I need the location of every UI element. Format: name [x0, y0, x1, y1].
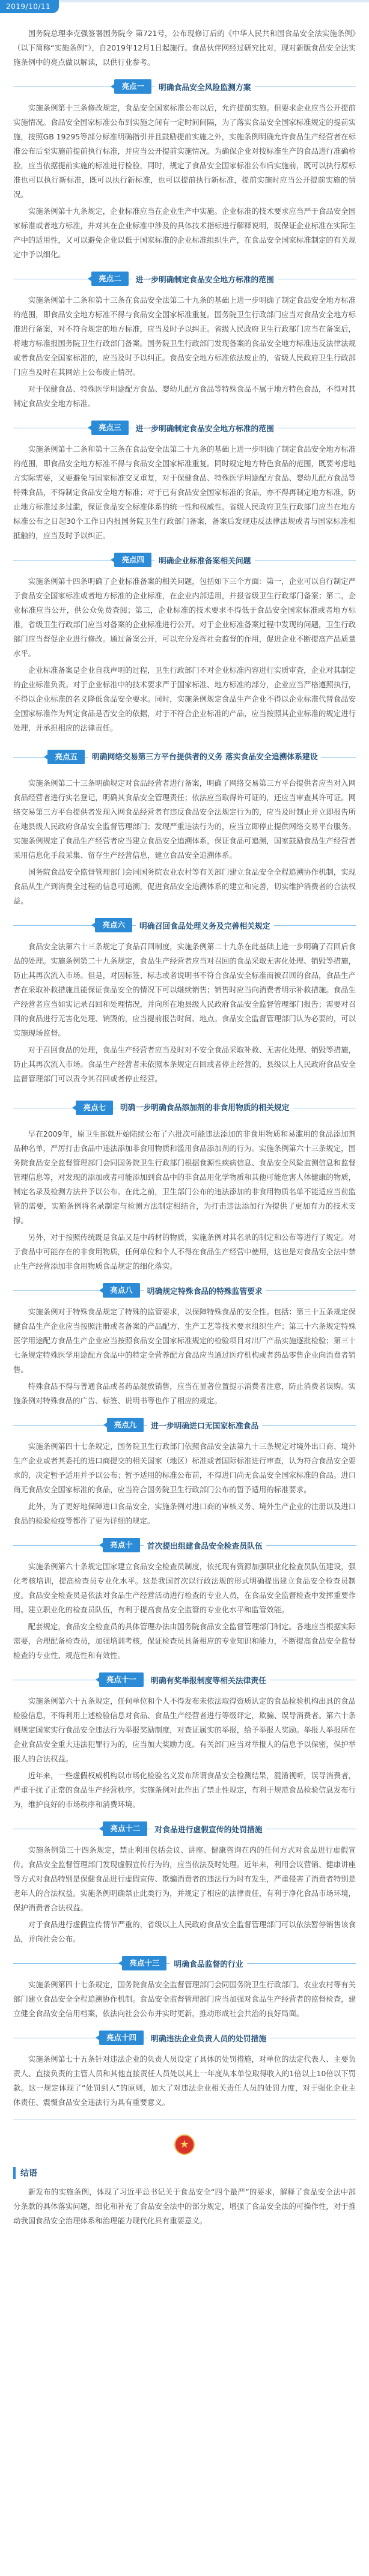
- body-paragraph: 对于食品进行虚假宣传情节严重的，省级以上人民政府食品安全监督管理部门可以依法暂停销售该食品，并向社会公布。: [13, 1920, 356, 1943]
- highlight-heading: [13, 1671, 356, 1688]
- highlight-section: [13, 917, 356, 1086]
- highlight-tag: 亮点十三: [122, 1956, 166, 1970]
- conclusion-text: 新发布的实施条例，体现了习近平总书记关于食品安全“四个最严”的要求，解释了食品安全法中部分条款的具体落实问题，细化和补充了食品安全法中的部分规定，增强了食品安全法的可操作性，对于推动我国食品安全治理体系和治理能力现代化具有重要意义。: [13, 2187, 356, 2225]
- highlight-title: 首次提出组建食品安全检查员队伍: [144, 1540, 266, 1551]
- body-paragraph: 特殊食品不得与普通食品或者药品混放销售，应当在显著位置提示消费者注意，防止消费者误购。实施条例对特殊食品的广告、标签、说明书等也作了相应的规定。: [13, 1382, 356, 1405]
- body-paragraph: 实施条例第十三条修改规定，食品安全国家标准公布以后，允许提前实施。但要求企业应当公开提前实施情况。食品安全国家标准公布到实施之间有一定时间间隔，为了落实食品安全国家标准规定的提前实施，按照GB 19295等部分标准明确指引并且鼓励提前实施之外，实施条例明确允许食品生产经营者在标准公布后至实施前提前执行标准，并应当公开提前实施情况。为确保企业对按标准生产的食品进行准确检验，应当依据提前实施的标准进行检验，同时，规定了食品安全国家标准公布后实施前，既可以执行原标准也可以执行新标准，既可以执行新标准，也可以提前执行新标准，提前实施时应当公开提前实施的情况。: [13, 103, 356, 199]
- highlight-section: [13, 1671, 356, 1812]
- highlight-section: [13, 744, 356, 908]
- conclusion-heading: [13, 2167, 356, 2179]
- highlight-heading: [13, 1282, 356, 1299]
- body-paragraph: 对于召回食品的处理，食品生产经营者应当及时对不安全食品采取补救、无害化处理、销毁等措施，防止其再次流入市场。食品生产经营者未依照本条规定召回或者停止经营的，县级以上人民政府食品安全监督管理部门可以责令其召回或者停止经营。: [13, 1045, 356, 1083]
- highlight-tag: 亮点五: [47, 750, 85, 764]
- highlight-title: 明确违法企业负责人员的处罚措施: [147, 2032, 270, 2044]
- body-paragraph: 企业标准备案是企业自我声明的过程，卫生行政部门不对企业标准内容进行实质审查，企业对其制定的企业标准负责。对于企业标准中的技术要求严于国家标准、地方标准的部分，企业应当严格遵照执行，不得以企业标准的名义降低食品安全要求。同时，实施条例规定食品生产企业不得以企业标准代替食品安全国家标准作为判定食品是否安全的依据，对于不符合企业标准的产品，应当按照其企业标准的规定进行处理，并承担相应的法律责任。: [13, 666, 356, 732]
- body-paragraph: 实施条例第二十三条明确规定对食品经营者进行备案，明确了网络交易第三方平台提供者应当对入网食品经营者进行实名登记，明确其食品安全管理责任；依法应当取得许可证的，还应当审查其许可证。网络交易第三方平台提供者发现入网食品经营者有违反食品安全法规定行为的，应当及时制止并立即报告所在地县级人民政府食品安全监督管理部门；发现严重违法行为的，应当立即停止提供网络交易平台服务。实施条例规定了食品生产经营者应当建立食品安全追溯体系，保证食品可追溯，国家鼓励食品生产经营者采用信息化手段采集、留存生产经营信息，建立食品安全追溯体系。: [13, 779, 356, 860]
- body-paragraph: 配套规定，食品安全检查员的具体管理办法由国务院食品安全监督管理部门制定。各地应当根据实际需要，合理配备检查员，加强培训考核，保证检查员具备相应的专业知识和能力，不断提高食品安全监督检查的专业性、规范性和有效性。: [13, 1622, 356, 1660]
- highlight-tag: 亮点七: [76, 1101, 113, 1115]
- highlight-title: 明确食品监督的行业: [170, 1958, 246, 1969]
- highlight-title: 明确食品安全风险监测方案: [155, 81, 255, 93]
- body-paragraph: 实施条例第四十七条规定，国务院食品安全监督管理部门会同国务院卫生行政部门、农业农村等有关部门建立食品安全全程追溯协作机制。食品安全监督管理部门应当加强对食品生产经营者的监督检查，建立健全食品安全信用档案，依法向社会公布并实时更新，推动形成社会共治的良好局面。: [13, 1980, 356, 2018]
- conclusion-label: 结语: [20, 2169, 37, 2178]
- highlight-section: [13, 78, 356, 262]
- highlight-section: [13, 1095, 356, 1274]
- highlight-title: 进一步明确进口无国家标准食品: [147, 1420, 262, 1431]
- intro-paragraph: 国务院总理李克强签署国务院令 第721号，公布现修订后的《中华人民共和国食品安全法实施条例》（以下简称“实施条例”），自2019年12月1日起施行。食品伙伴网经过研究比对，现对新版食品安全法实施条例中的亮点做以解读，以供行业参考。: [13, 29, 356, 67]
- national-emblem-icon: ★: [174, 2134, 195, 2155]
- highlight-heading: [13, 551, 356, 568]
- highlight-tag: 亮点十一: [99, 1672, 144, 1687]
- highlight-section: [13, 1820, 356, 1946]
- highlight-section: [13, 1955, 356, 2021]
- highlight-tag: 亮点十二: [103, 1821, 147, 1836]
- body-paragraph: 实施条例第十二条和第十三条在食品安全法第二十九条的基础上进一步明确了制定食品安全地方标准的范围，即食品安全地方标准不得与食品安全国家标准重复。同时规定地方特色食品的范围，既要考虑地方实际需要，又要避免与国家标准交叉重复，对于保健食品、特殊医学用途配方食品、婴幼儿配方食品等特殊食品，不得制定食品安全地方标准；对于已有食品安全国家标准的食品，亦不得再制定地方标准，防止地方标准过多过滥，保证食品安全标准体系的统一性和权威性。省级人民政府卫生行政部门应当在地方标准公布之日起30个工作日内报国务院卫生行政部门备案，备案后发现违反法律法规或者与国家标准相抵触的，应当及时予以纠正。: [13, 445, 356, 540]
- body-paragraph: 食品安全法第六十三条规定了食品召回制度，实施条例第二十九条在此基础上进一步明确了召回后食品的处理。实施条例第二十九条规定，食品生产经营者应当对召回的食品采取无害化处理、销毁等措施，防止其再次流入市场。但是，对因标签、标志或者说明书不符合食品安全标准而被召回的食品，食品生产者在采取补救措施且能保证食品安全的情况下可以继续销售；销售时应当向消费者明示补救措施。食品生产经营者应当如实记录召回和处理情况，并向所在地县级人民政府食品安全监督管理部门报告；需要对召回的食品进行无害化处理、销毁的，应当提前报告时间、地点。食品安全监督管理部门认为必要的，可以实施现场监督。: [13, 942, 356, 1037]
- body-paragraph: 此外，为了更好地保障进口食品安全，实施条例对进口商的审核义务、境外生产企业的注册以及进口食品的检验检疫等都作了更为详细的规定。: [13, 1502, 356, 1525]
- divider: [13, 2119, 356, 2120]
- highlight-tag: 亮点三: [91, 421, 129, 435]
- highlight-heading: [13, 1955, 356, 1972]
- highlight-section: [13, 551, 356, 735]
- heading-bar: [13, 2167, 16, 2179]
- highlight-tag: 亮点十四: [99, 2031, 144, 2045]
- highlight-heading: [13, 744, 356, 770]
- emblem-wrap: [13, 2134, 356, 2155]
- highlight-tag: 亮点四: [114, 553, 151, 567]
- highlight-section: [13, 1417, 356, 1528]
- article-content: [13, 26, 356, 2231]
- body-paragraph: 实施条例第四十七条规定，国务院卫生行政部门依照食品安全法第九十三条规定对境外出口商、境外生产企业或者其委托的进口商提交的相关国家（地区）标准或者国际标准进行审查，认为符合食品安全要求的，决定暂予适用并予以公布；暂予适用的标准公布前，不得进口尚无食品安全国家标准的食品。进口尚无食品安全国家标准的食品，应当符合国务院卫生行政部门公布的暂予适用的标准要求。: [13, 1442, 356, 1494]
- highlight-heading: [13, 1417, 356, 1433]
- highlight-heading: [13, 1095, 356, 1121]
- highlight-section: [13, 2029, 356, 2110]
- highlight-tag: 亮点二: [91, 272, 129, 286]
- highlight-heading: [13, 1820, 356, 1837]
- body-paragraph: 对于保健食品、特殊医学用途配方食品、婴幼儿配方食品等特殊食品不属于地方特色食品，不得对其制定食品安全地方标准。: [13, 384, 356, 408]
- highlight-title: 明确企业标准备案相关问题: [155, 554, 255, 566]
- highlight-title: 明确有奖举报制度等相关法律责任: [147, 1674, 270, 1686]
- highlight-title: 明确一步明确食品添加剂的非食用物质的相关规定: [117, 1102, 293, 1114]
- body-paragraph: 另外，对于按照传统既是食品又是中药材的物质，实施条例对其名录的制定和公布等进行了规定。对于食品中可能存在的非食用物质，任何单位和个人不得在食品生产经营中使用，这也是对食品安全法中禁止生产经营添加非食用物质食品规定的细化落实。: [13, 1233, 356, 1271]
- highlight-title: 对食品进行虚假宣传的处罚措施: [151, 1823, 266, 1835]
- body-paragraph: 国务院食品安全监督管理部门会同国务院农业农村等有关部门建立食品安全全程追溯协作机制，实现食品从生产到消费全过程的信息可追溯，促进食品安全追溯体系的建立和完善，切实维护消费者的合法权益。: [13, 867, 356, 905]
- body-paragraph: 早在2009年，原卫生部就开始陆续公布了六批次可能违法添加的非食用物质和易滥用的食品添加剂品种名单，严厉打击食品中违法添加非食用物质和滥用食品添加剂的行为。实施条例第六十三条规定，国务院食品安全监督管理部门会同国务院卫生行政部门根据食源性疾病信息、食品安全风险监测信息和监督管理信息等，对发现的添加或者可能添加到食品中的非食品用化学物质和其他可能危害人体健康的物质，制定名录及检测方法并予以公布。在此之前，卫生部门公布的违法添加的非食用物质名单不能适应当前监管的需要，实施条例将名录制定与检测方法制定相结合，为打击违法添加行为提供了更加有力的技术支撑。: [13, 1129, 356, 1225]
- highlight-title: 明确网络交易第三方平台提供者的义务 落实食品安全追溯体系建设: [88, 752, 322, 763]
- highlight-heading: [13, 2029, 356, 2046]
- body-paragraph: 实施条例对于特殊食品规定了特殊的监管要求，以保障特殊食品的安全性。包括：第三十五条规定保健食品生产企业应当按照注册或者备案的产品配方、生产工艺等技术要求组织生产；第三十六条规定特殊医学用途配方食品生产企业应当按照食品安全国家标准规定的检验项目对出厂产品实施逐批检验；第三十七条规定特殊医学用途配方食品中的特定全营养配方食品应当通过医疗机构或者药品零售企业向消费者销售。: [13, 1307, 356, 1374]
- highlight-section: [13, 1537, 356, 1663]
- sections-container: [13, 78, 356, 2110]
- highlight-heading: [13, 78, 356, 95]
- body-paragraph: 实施条例第十四条明确了企业标准备案的相关问题，包括如下三个方面：第一，企业可以自行制定严于食品安全国家标准或者地方标准的企业标准，在企业内部适用，并报省级卫生行政部门备案；第二，企业标准应当公开，供公众免费查阅；第三，企业标准的技术要求不得低于食品安全国家标准或者地方标准，省级卫生行政部门应当对备案的企业标准进行公开。对于企业标准备案过程中发现的问题，卫生行政部门应当督促企业进行修改。通过备案公开，可以充分发挥社会监督的作用，促进企业不断提高产品质量水平。: [13, 577, 356, 658]
- highlight-tag: 亮点十: [103, 1538, 140, 1552]
- highlight-title: 明确召回食品处理义务及完善相关规定: [136, 920, 274, 931]
- highlight-title: 进一步明确制定食品安全地方标准的范围: [132, 273, 278, 285]
- highlight-title: 明确规定特殊食品的特殊监管要求: [144, 1285, 266, 1296]
- body-paragraph: 实施条例第七十五条针对违法企业的负责人员设定了具体的处罚措施，对单位的法定代表人、主要负责人、直接负责的主管人员和其他直接责任人员处以其上一年度从本单位取得收入的1倍以上10倍以下罚款。这一规定体现了“处罚到人”的原则，加大了对违法企业相关责任人员的处罚力度，对于强化企业主体责任、震慑食品安全违法行为具有重要意义。: [13, 2055, 356, 2107]
- body-paragraph: 实施条例第十二条和第十三条在食品安全法第二十九条的基础上进一步明确了制定食品安全地方标准的范围，即食品安全地方标准不得与食品安全国家标准重复。国务院卫生行政部门应当对食品安全地方标准进行备案，对不符合规定的地方标准，应当及时予以纠正。省级人民政府卫生行政部门应当在备案后，将地方标准报国务院卫生行政部门备案。国务院卫生行政部门发现备案的食品安全地方标准违反法律法规或者食品安全国家标准的，应当及时予以纠正。食品安全地方标准依法废止的，省级人民政府卫生行政部门应当及时在其网站上公布废止情况。: [13, 296, 356, 377]
- body-paragraph: 实施条例第十九条规定，企业标准应当在企业生产中实施。企业标准的技术要求应当严于食品安全国家标准或者地方标准，并对其在企业标准中涉及的具体技术指标进行解释说明，既保证企业标准在实际生产中的适用性，又可以避免企业以低于国家标准的企业标准组织生产，在食品安全国家标准制定的有关规定中予以细化。: [13, 207, 356, 259]
- highlight-section: [13, 419, 356, 543]
- highlight-heading: [13, 419, 356, 436]
- body-paragraph: 实施条例第六十条规定国家建立食品安全检查员制度，依托现有资源加强职业化检查员队伍建设，强化考核培训，提高检查员专业化水平。这是我国首次以行政法规的形式明确提出建立食品安全检查员制度。食品安全检查员是依法对食品生产经营活动进行检查的专业人员，在食品安全监督检查中发挥重要作用。建立职业化的检查员队伍，有利于提高食品安全监管的专业化水平和监管效能。: [13, 1562, 356, 1614]
- body-paragraph: 近年来，一些虚假权威机构以市场化检验名义发布所谓食品安全检测结果，混淆视听，误导消费者，严重干扰了正常的食品生产经营秩序。实施条例对此作出了禁止性规定，有利于规范食品检验信息发布行为，维护良好的市场秩序和消费环境。: [13, 1771, 356, 1809]
- highlight-heading: [13, 270, 356, 287]
- highlight-tag: 亮点八: [103, 1283, 140, 1298]
- highlight-tag: 亮点九: [107, 1418, 144, 1432]
- highlight-heading: [13, 917, 356, 934]
- highlight-title: 进一步明确制定食品安全地方标准的范围: [132, 422, 278, 434]
- highlight-section: [13, 1282, 356, 1408]
- date-badge: 2019/10/11: [0, 0, 59, 13]
- highlight-tag: 亮点一: [114, 79, 151, 94]
- body-paragraph: 实施条例第六十五条规定，任何单位和个人不得发布未依法取得资质认定的食品检验机构出具的食品检验信息，不得利用上述检验信息对食品、食品生产经营者进行等级评定，欺骗、误导消费者。第六十条则规定国家实行食品安全违法行为举报奖励制度，对查证属实的举报，给予举报人奖励。举报人举报所在企业食品安全重大违法犯罪行为的，应当加大奖励力度。有关部门应当对举报人的信息予以保密，保护举报人的合法权益。: [13, 1697, 356, 1763]
- body-paragraph: 实施条例第三十四条规定，禁止利用包括会议、讲座、健康咨询在内的任何方式对食品进行虚假宣传。食品安全监督管理部门发现虚假宣传行为的，应当依法及时处理。近年来，利用会议营销、健康讲座等方式对食品特别是保健食品进行虚假宣传、欺骗消费者的违法行为时有发生，严重侵害了消费者特别是老年人的合法权益。实施条例明确禁止此类行为，并规定了相应的法律责任，有利于净化食品市场环境，保护消费者合法权益。: [13, 1845, 356, 1912]
- highlight-tag: 亮点六: [95, 918, 132, 932]
- highlight-section: [13, 270, 356, 411]
- highlight-heading: [13, 1537, 356, 1554]
